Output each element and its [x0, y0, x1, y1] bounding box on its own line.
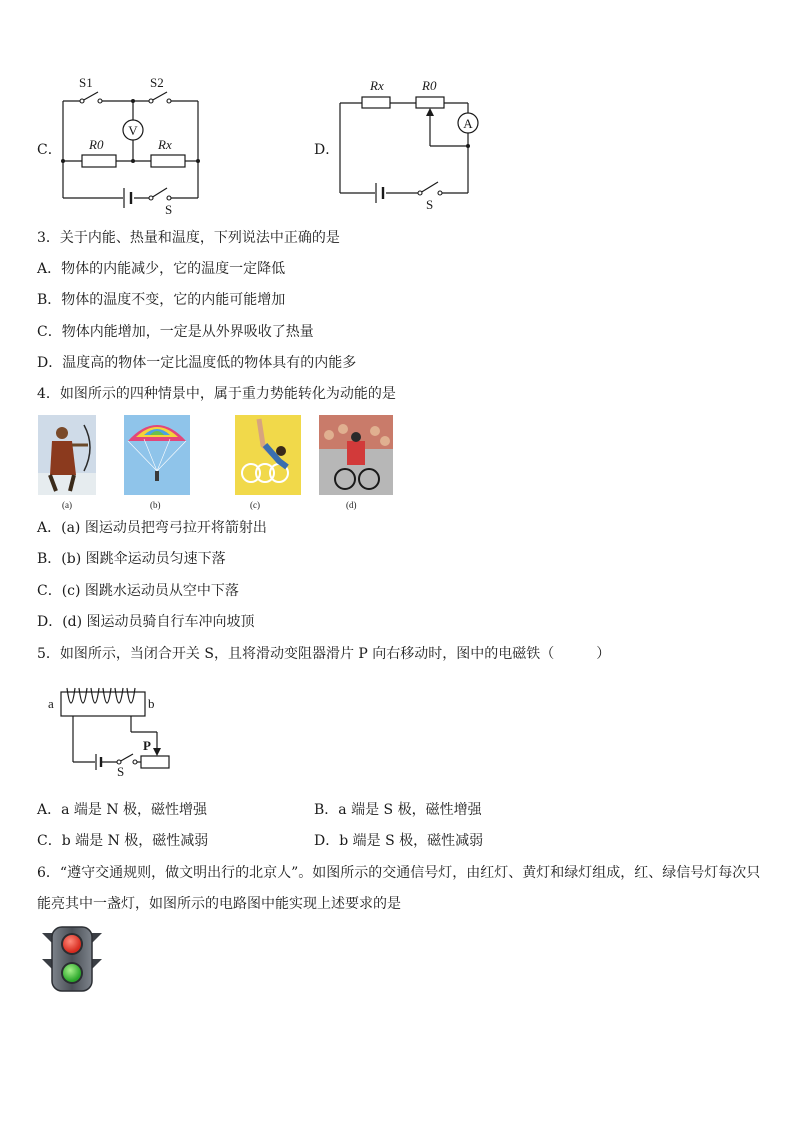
resistor-r0-label: R0	[422, 78, 437, 93]
q5-option-a: A．a 端是 N 极，磁性增强	[37, 802, 208, 818]
circuit-c-diagram	[55, 72, 215, 222]
traffic-light-icon	[40, 925, 104, 993]
q3-option-c: C．物体内能增加，一定是从外界吸收了热量	[37, 324, 314, 340]
q5-option-d: D．b 端是 S 极，磁性减弱	[314, 833, 484, 849]
q6-stem-line2: 能亮其中一盏灯，如图所示的电路图中能实现上述要求的是	[37, 896, 401, 912]
option-c-label: C．	[37, 142, 62, 158]
option-d-label: D．	[314, 142, 340, 158]
end-b-label: b	[148, 696, 155, 711]
switch-s-label: S	[426, 197, 434, 212]
q5-option-b: B．a 端是 S 极，磁性增强	[314, 802, 482, 818]
photo-caption-b: (b)	[150, 500, 161, 510]
diver-photo	[235, 415, 301, 495]
q4-option-a: A．(a) 图运动员把弯弓拉开将箭射出	[37, 520, 267, 536]
ammeter-label: A	[463, 116, 473, 131]
q3-stem: 3．关于内能、热量和温度，下列说法中正确的是	[37, 230, 340, 246]
resistor-r0-label: R0	[89, 137, 104, 152]
switch-s2-label: S2	[150, 75, 164, 90]
slider-p-label: P	[143, 738, 151, 753]
photo-caption-c: (c)	[250, 500, 260, 510]
resistor-rx-label: Rx	[370, 78, 384, 93]
q3-option-d: D．温度高的物体一定比温度低的物体具有的内能多	[37, 355, 357, 371]
resistor-rx-label: Rx	[158, 137, 172, 152]
end-a-label: a	[48, 696, 54, 711]
parachute-photo	[124, 415, 190, 495]
switch-s-label: S	[117, 764, 125, 779]
q4-stem: 4．如图所示的四种情景中，属于重力势能转化为动能的是	[37, 386, 396, 402]
q5-option-c: C．b 端是 N 极，磁性减弱	[37, 833, 209, 849]
q5-stem: 5．如图所示，当闭合开关 S，且将滑动变阻器滑片 P 向右移动时，图中的电磁铁（ ）	[37, 646, 611, 662]
switch-s1-label: S1	[79, 75, 93, 90]
q4-option-c: C．(c) 图跳水运动员从空中下落	[37, 583, 239, 599]
q3-option-b: B．物体的温度不变，它的内能可能增加	[37, 292, 286, 308]
photo-caption-a: (a)	[62, 500, 72, 510]
cyclist-photo	[319, 415, 393, 495]
q6-stem-line1: 6．“遵守交通规则，做文明出行的北京人”。如图所示的交通信号灯，由红灯、黄灯和绿灯组成，红、绿信号灯每次只	[37, 865, 761, 881]
voltmeter-label: V	[128, 123, 138, 138]
circuit-d-diagram	[330, 76, 490, 216]
archer-photo	[38, 415, 96, 495]
q3-option-a: A．物体的内能减少，它的温度一定降低	[37, 261, 286, 277]
electromagnet-diagram	[45, 680, 185, 780]
q4-option-b: B．(b) 图跳伞运动员匀速下落	[37, 551, 226, 567]
q4-option-d: D．(d) 图运动员骑自行车冲向坡顶	[37, 614, 255, 630]
photo-caption-d: (d)	[346, 500, 357, 510]
switch-s-label: S	[165, 202, 173, 217]
